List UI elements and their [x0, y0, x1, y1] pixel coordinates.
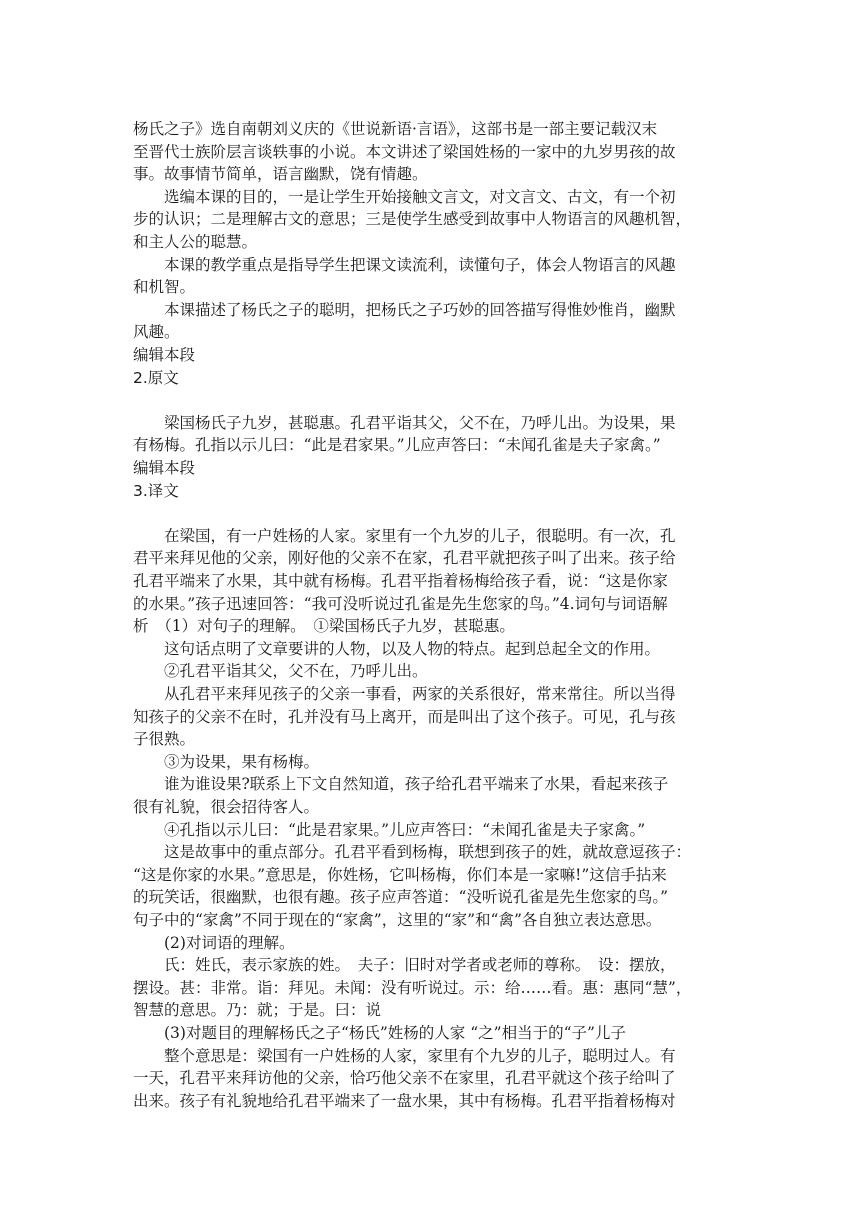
text-line: ④孔指以示儿曰：“此是君家果。”儿应声答曰：“未闻孔雀是夫子家禽。”	[164, 820, 646, 839]
section-heading: 3.译文	[133, 481, 179, 500]
text-line: 在梁国，有一户姓杨的人家。家里有一个九岁的儿子，很聪明。有一次，孔	[164, 526, 676, 545]
text-line: 选编本课的目的，一是让学生开始接触文言文，对文言文、古文，有一个初	[164, 187, 676, 206]
text-line: 很有礼貌，很会招待客人。	[133, 798, 320, 816]
text-line: 步的认识；二是理解古文的意思；三是使学生感受到故事中人物语言的风趣机智，	[133, 210, 692, 229]
text-line: (3)对题目的理解杨氏之子“杨氏”姓杨的人家 “之”相当于的“子”儿子	[164, 1024, 626, 1042]
edit-section-link[interactable]: 编辑本段	[133, 346, 196, 364]
text-line: 的水果。”孩子迅速回答：“我可没听说过孔雀是先生您家的鸟。”4.词句与词语解	[133, 594, 668, 613]
text-line: 这句话点明了文章要讲的人物，以及人物的特点。起到总起全文的作用。	[164, 639, 661, 658]
text-line: “这是你家的水果。”意思是，你姓杨，它叫杨梅，你们本是一家嘛!”这信手拈来	[133, 865, 667, 884]
text-line: 的玩笑话，很幽默，也很有趣。孩子应声答道：“没听说孔雀是先生您家的鸟。”	[133, 888, 669, 907]
text-line: 孔君平端来了水果，其中就有杨梅。孔君平指着杨梅给孩子看，说：“这是你家	[133, 572, 668, 590]
section-heading: 2.原文	[133, 368, 179, 387]
text-line: 这是故事中的重点部分。孔君平看到杨梅，联想到孩子的姓，就故意逗孩子：	[164, 843, 692, 862]
text-line: 从孔君平来拜见孩子的父亲一事看，两家的关系很好，常来常往。所以当得	[164, 685, 676, 703]
text-line: 氏：姓氏，表示家族的姓。 夫子：旧时对学者或老师的尊称。 设：摆放，	[164, 956, 676, 975]
text-line: 谁为谁设果?联系上下文自然知道，孩子给孔君平端来了水果，看起来孩子	[164, 775, 669, 794]
text-line: 风趣。	[133, 323, 180, 342]
text-line: 整个意思是：梁国有一户姓杨的人家，家里有个九岁的儿子，聪明过人。有	[164, 1046, 676, 1065]
text-line: 君平来拜见他的父亲，刚好他的父亲不在家，孔君平就把孩子叫了出来。孩子给	[133, 549, 676, 568]
text-line: 句子中的“家禽”不同于现在的“家禽”，这里的“家”和“禽”各自独立表达意思。	[133, 911, 662, 929]
text-line: 本课描述了杨氏之子的聪明，把杨氏之子巧妙的回答描写得惟妙惟肖，幽默	[164, 300, 676, 319]
text-line: 析 （1）对句子的理解。 ①梁国杨氏子九岁，甚聪惠。	[133, 617, 515, 636]
text-line: 一天，孔君平来拜访他的父亲，恰巧他父亲不在家里，孔君平就这个孩子给叫了	[133, 1069, 676, 1088]
text-line: ②孔君平诣其父，父不在，乃呼儿出。	[164, 662, 428, 681]
text-line: 和主人公的聪慧。	[133, 233, 258, 251]
text-line: 至晋代士族阶层言谈轶事的小说。本文讲述了梁国姓杨的一家中的九岁男孩的故	[133, 142, 676, 161]
text-line: 本课的教学重点是指导学生把课文读流利，读懂句子，体会人物语言的风趣	[164, 255, 676, 274]
text-line: 和机智。	[133, 278, 196, 297]
text-line: 出来。孩子有礼貌地给孔君平端来了一盘水果，其中有杨梅。孔君平指着杨梅对	[133, 1091, 676, 1110]
text-line: ③为设果，果有杨梅。	[164, 752, 320, 771]
text-line: 有杨梅。孔指以示儿曰：“此是君家果。”儿应声答曰：“未闻孔雀是夫子家禽。”	[133, 436, 661, 455]
text-line: 梁国杨氏子九岁，甚聪惠。孔君平诣其父，父不在，乃呼儿出。为设果，果	[164, 413, 676, 432]
text-line: 摆设。甚：非常。诣：拜见。未闻：没有听说过。示：给……看。惠：惠同“慧”，	[133, 978, 692, 997]
text-line: 杨氏之子》选自南朝刘义庆的《世说新语·言语》，这部书是一部主要记载汉末	[133, 120, 658, 138]
edit-section-link[interactable]: 编辑本段	[133, 459, 196, 477]
text-line: 子很熟。	[133, 730, 196, 749]
text-line: 智慧的意思。乃：就；于是。曰：说	[133, 1001, 382, 1020]
text-line: 事。故事情节简单，语言幽默，饶有情趣。	[133, 165, 428, 184]
text-line: 知孩子的父亲不在时，孔并没有马上离开，而是叫出了这个孩子。可见，孔与孩	[133, 707, 676, 726]
text-line: (2)对词语的理解。	[164, 933, 295, 952]
